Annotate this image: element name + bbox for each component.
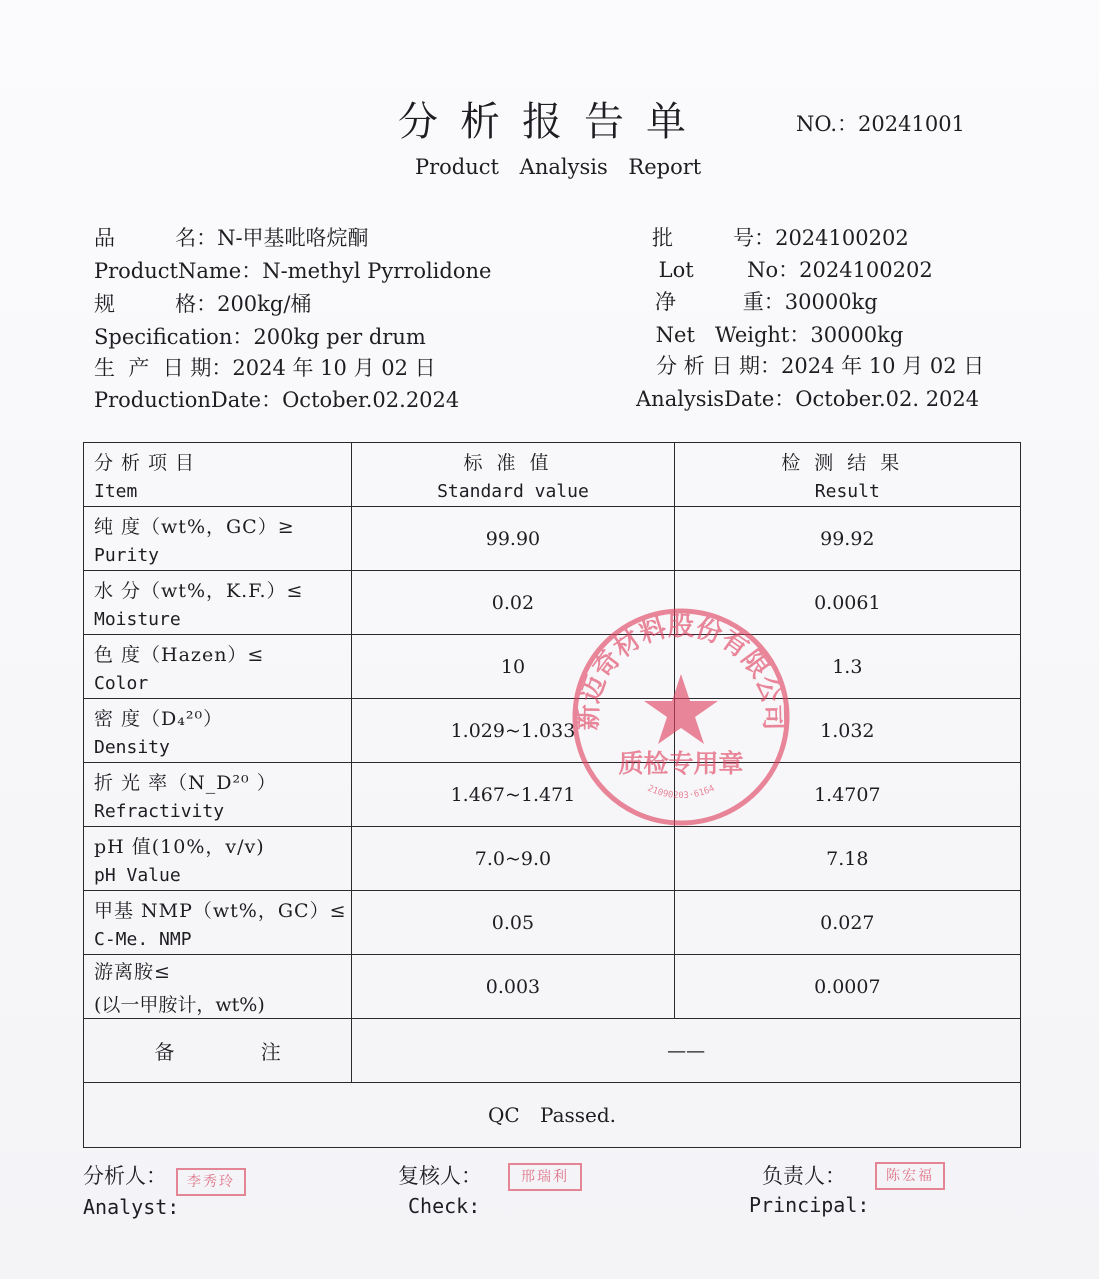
result-value: 1.032 xyxy=(674,699,1020,763)
standard-value: 0.02 xyxy=(352,571,674,635)
item-name-en: Purity xyxy=(94,544,160,566)
table-row-refractivity xyxy=(84,763,1021,827)
analyst-label-en: Analyst: xyxy=(83,1195,180,1219)
seal-code: 21090203·6164 xyxy=(645,783,717,802)
item-name-cn: 密 度（D₄²⁰） xyxy=(94,707,224,730)
item-name-en: Color xyxy=(94,672,149,694)
seal-company-name: 新迈奇材料股份有限公司 xyxy=(573,612,789,731)
lot-number-cn: 批 号：2024100202 xyxy=(652,226,909,250)
specification-en: Specification：200kg per drum xyxy=(94,325,426,349)
remarks-value: —— xyxy=(352,1019,1021,1083)
header-result-cn: 检测结果 xyxy=(781,451,914,474)
principal-label-en: Principal: xyxy=(749,1193,870,1217)
standard-value: 7.0~9.0 xyxy=(352,827,674,891)
standard-value: 10 xyxy=(352,635,674,699)
analysis-date-en: AnalysisDate：October.02. 2024 xyxy=(636,387,980,411)
item-name-cn: 纯 度（wt%，GC）≥ xyxy=(94,515,295,538)
item-name-en: Moisture xyxy=(94,608,181,630)
product-name-en: ProductName：N-methyl Pyrrolidone xyxy=(94,259,492,283)
table-row-moisture xyxy=(84,571,1021,635)
standard-value: 99.90 xyxy=(352,507,674,571)
standard-value: 1.467~1.471 xyxy=(352,763,674,827)
item-name-en: C-Me. NMP xyxy=(94,928,192,950)
header-item-en: Item xyxy=(94,480,138,502)
header-standard-cn: 标准值 xyxy=(463,451,563,474)
conclusion-row xyxy=(84,1083,1021,1148)
standard-value: 1.029~1.033 xyxy=(352,699,674,763)
product-name-cn: 品 名：N-甲基吡咯烷酮 xyxy=(94,226,369,250)
remarks-row xyxy=(84,1019,1021,1083)
analysis-table xyxy=(83,442,1021,1148)
table-row-free-amine xyxy=(84,955,1021,1019)
table-row-c-me-nmp xyxy=(84,891,1021,955)
net-weight-en: Net Weight：30000kg xyxy=(649,323,904,347)
result-value: 1.4707 xyxy=(674,763,1020,827)
table-row-density xyxy=(84,699,1021,763)
header-result xyxy=(674,443,1020,507)
seal-center-text: 质检专用章 xyxy=(618,749,744,778)
table-header-row xyxy=(84,443,1021,507)
standard-value: 0.003 xyxy=(352,955,674,1019)
item-name-en: Density xyxy=(94,736,170,758)
analyst-signature-stamp: 李秀玲 xyxy=(176,1168,246,1196)
table-row-ph xyxy=(84,827,1021,891)
result-value: 0.027 xyxy=(674,891,1020,955)
item-name-cn: 折 光 率（N_D²⁰ ） xyxy=(94,771,277,794)
item-name-en: pH Value xyxy=(94,864,181,886)
check-label: 复核人： xyxy=(398,1164,482,1188)
analysis-date-cn: 分 析 日 期：2024 年 10 月 02 日 xyxy=(656,354,985,378)
header-standard-en: Standard value xyxy=(437,480,589,502)
principal-label: 负责人： xyxy=(762,1164,846,1188)
analyst-label: 分析人： xyxy=(83,1164,167,1188)
check-label-en: Check: xyxy=(408,1194,481,1218)
header-item xyxy=(84,443,352,507)
principal-signature-stamp: 陈宏福 xyxy=(875,1162,945,1190)
result-value: 99.92 xyxy=(674,507,1020,571)
remarks-label: 备 注 xyxy=(84,1019,352,1083)
specification-cn: 规 格：200kg/桶 xyxy=(94,292,312,316)
item-name-en: Refractivity xyxy=(94,800,225,822)
standard-value: 0.05 xyxy=(352,891,674,955)
result-value: 0.0061 xyxy=(674,571,1020,635)
item-name-cn: 甲基 NMP（wt%，GC）≤ xyxy=(94,899,347,922)
item-name-cn: 水 分（wt%，K.F.）≤ xyxy=(94,579,304,602)
lot-number-en: Lot No：2024100202 xyxy=(652,258,933,282)
item-name-cn: 色 度（Hazen）≤ xyxy=(94,643,265,666)
item-name-cn: 游离胺≤ xyxy=(94,960,171,983)
title-english: Product Analysis Report xyxy=(415,155,702,179)
qc-conclusion: QC Passed. xyxy=(84,1083,1021,1148)
check-signature-stamp: 邢瑞利 xyxy=(508,1163,582,1191)
result-value: 1.3 xyxy=(674,635,1020,699)
result-value: 0.0007 xyxy=(674,955,1020,1019)
header-item-cn: 分析项目 xyxy=(94,451,203,474)
production-date-en: ProductionDate：October.02.2024 xyxy=(94,388,460,412)
item-name-en: (以一甲胺计，wt%) xyxy=(94,993,265,1016)
net-weight-cn: 净 重：30000kg xyxy=(655,290,878,314)
header-result-en: Result xyxy=(814,480,880,502)
header-standard xyxy=(352,443,674,507)
table-row-color xyxy=(84,635,1021,699)
table-row-purity xyxy=(84,507,1021,571)
report-number: NO.：20241001 xyxy=(796,112,965,136)
item-name-cn: pH 值(10%，v/v) xyxy=(94,835,265,858)
title-chinese: 分析报告单 xyxy=(398,99,708,145)
result-value: 7.18 xyxy=(674,827,1020,891)
production-date-cn: 生 产 日 期：2024 年 10 月 02 日 xyxy=(94,356,436,380)
